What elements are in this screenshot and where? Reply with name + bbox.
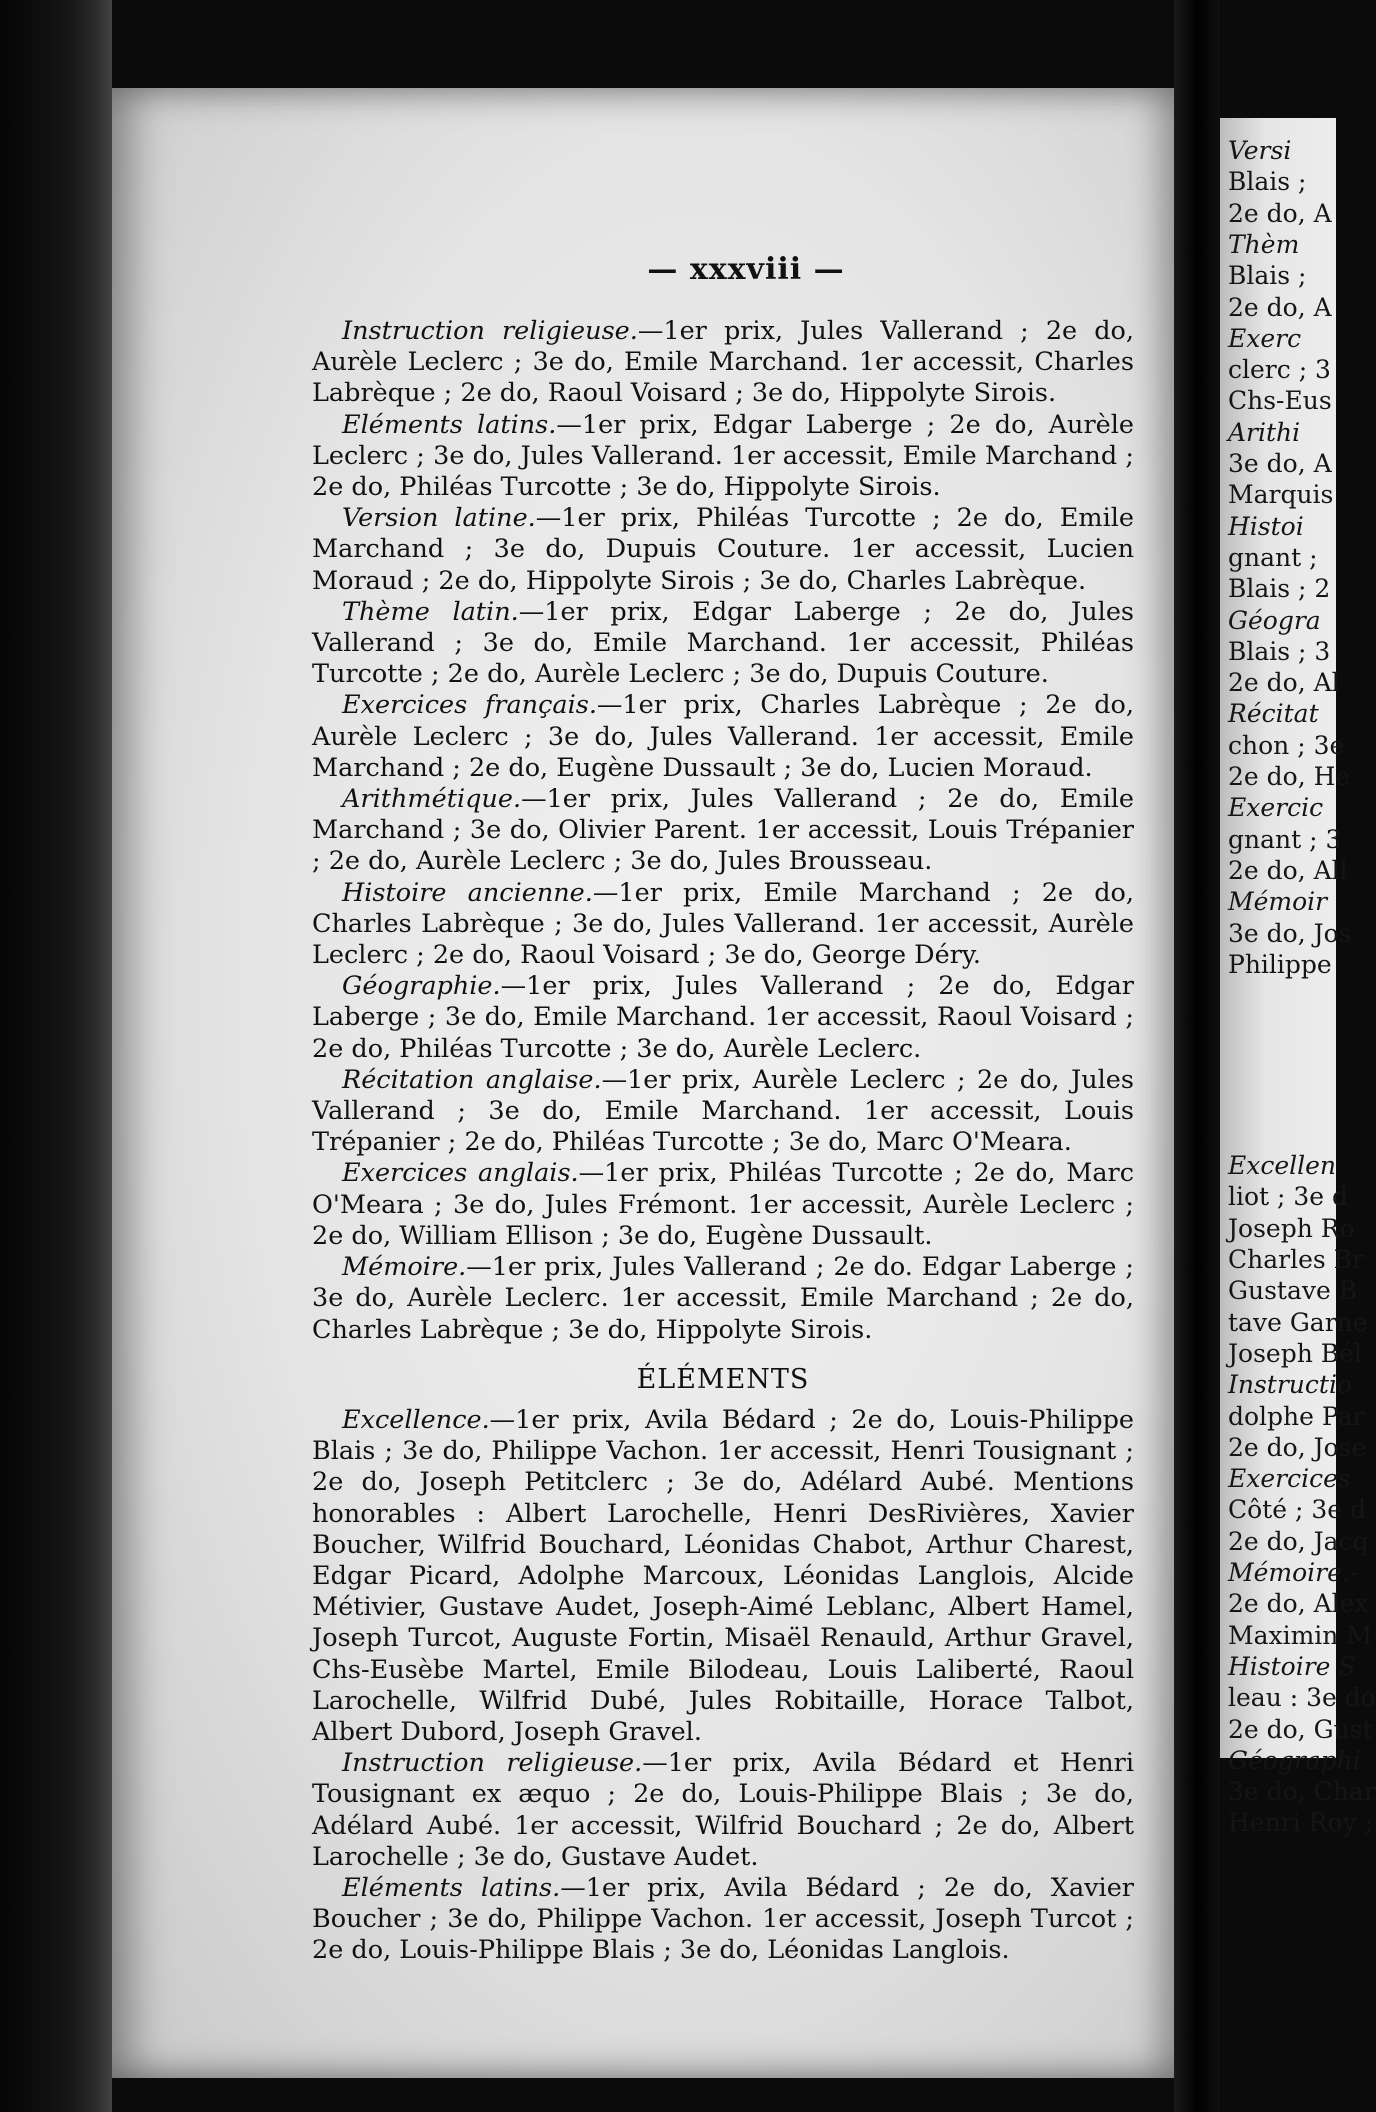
facing-page-text: gnant ; bbox=[1228, 542, 1318, 572]
subject-label: Récitation anglaise. bbox=[342, 1064, 602, 1095]
facing-page-text: tave Garne bbox=[1228, 1307, 1368, 1337]
facing-page-text: Maximin M bbox=[1228, 1620, 1372, 1650]
prize-text: —1er prix, Edgar Laberge ; 2e do, Jules Vallerand ; 3e do, Emile Marchand. 1er accessit, Philéas Turcotte ; 2e do, Aurèle Leclerc ; 3e do, Dupuis Couture. bbox=[312, 596, 1134, 690]
facing-page-text: Henri Roy ; bbox=[1228, 1808, 1373, 1838]
facing-page-text: Joseph Ro bbox=[1228, 1213, 1355, 1243]
subject-label: Histoire ancienne. bbox=[342, 877, 593, 908]
section-title: ÉLÉMENTS bbox=[636, 1363, 810, 1395]
facing-page-text: Chs-Eus bbox=[1228, 386, 1332, 416]
prize-list-elements bbox=[312, 1405, 1134, 1967]
prize-text: —1er prix, Emile Marchand ; 2e do, Charles Labrèque ; 3e do, Jules Vallerand. 1er accessit, Aurèle Leclerc ; 2e do, Raoul Voisard ; 3e do, George Déry. bbox=[312, 877, 1134, 971]
prize-paragraph bbox=[312, 878, 1134, 972]
facing-page-text: leau : 3e do bbox=[1228, 1683, 1376, 1713]
prize-text: —1er prix, Jules Vallerand ; 2e do. Edgar Laberge ; 3e do, Aurèle Leclerc. 1er accessit, Emile Marchand ; 2e do, Charles Labrèque ; 3e do, Hippolyte Sirois. bbox=[312, 1252, 1134, 1345]
facing-page-text: Blais ; 3 bbox=[1228, 636, 1331, 666]
facing-page-text: liot ; 3e d bbox=[1228, 1182, 1349, 1212]
prize-text: —1er prix, Charles Labrèque ; 2e do, Aurèle Leclerc ; 3e do, Jules Vallerand. 1er accessit, Emile Marchand ; 2e do, Eugène Dussault ; 3e do, Lucien Moraud. bbox=[312, 690, 1134, 783]
prize-text: —1er prix, Philéas Turcotte ; 2e do, Emile Marchand ; 3e do, Dupuis Couture. 1er accessit, Lucien Moraud ; 2e do, Hippolyte Sirois ; 3e do, Charles Labrèque. bbox=[312, 503, 1134, 596]
facing-page-text: Géographi bbox=[1228, 1745, 1361, 1775]
facing-page-text: 3e do, Jos bbox=[1228, 918, 1352, 948]
facing-page-text: Blais ; 2 bbox=[1228, 574, 1331, 604]
book-spine-shadow bbox=[0, 0, 112, 2112]
subject-label: Géographie. bbox=[342, 971, 501, 1002]
facing-page-text: Marquis bbox=[1228, 480, 1334, 510]
prize-paragraph bbox=[312, 1065, 1134, 1159]
prize-text: —1er prix, Philéas Turcotte ; 2e do, Marc O'Meara ; 3e do, Jules Frémont. 1er accessit, Aurèle Leclerc ; 2e do, William Ellison ; 3e do, Eugène Dussault. bbox=[312, 1158, 1135, 1251]
facing-page-text: dolphe Par bbox=[1228, 1401, 1365, 1431]
facing-page-text: 2e do, Al bbox=[1228, 668, 1340, 698]
facing-page-text: 2e do, A bbox=[1228, 198, 1332, 228]
prize-paragraph bbox=[312, 1748, 1134, 1873]
facing-page-text: Charles Br bbox=[1228, 1245, 1364, 1274]
facing-page-fragment bbox=[1220, 118, 1376, 1838]
facing-page-text: Histoi bbox=[1228, 511, 1304, 541]
subject-label: Mémoire. bbox=[342, 1252, 467, 1283]
facing-page-text: clerc ; 3 bbox=[1228, 355, 1331, 385]
page-body bbox=[312, 316, 1134, 1967]
prize-text: —1er prix, Jules Vallerand ; 2e do, Emile Marchand ; 3e do, Olivier Parent. 1er accessit, Louis Trépanier ; 2e do, Aurèle Leclerc ; 3e do, Jules Brousseau. bbox=[312, 784, 1134, 877]
subject-label: Version latine. bbox=[342, 503, 536, 534]
subject-label: Excellence. bbox=[342, 1404, 490, 1435]
facing-page-text: 2e do, Gust bbox=[1228, 1714, 1373, 1744]
page-folio: — xxxviii — bbox=[647, 252, 845, 287]
facing-page-text: Géogra bbox=[1228, 605, 1321, 635]
subject-label: Instruction religieuse. bbox=[342, 1748, 643, 1779]
facing-page-text: Histoire S bbox=[1228, 1651, 1356, 1681]
prize-paragraph bbox=[312, 690, 1134, 784]
facing-page-text: Récitat bbox=[1228, 699, 1319, 729]
facing-page-text: Exerc bbox=[1228, 323, 1302, 353]
prize-paragraph bbox=[312, 1873, 1134, 1967]
facing-page-text: Blais ; bbox=[1228, 167, 1307, 197]
prize-paragraph bbox=[312, 316, 1134, 410]
subject-label: Eléments latins. bbox=[342, 1872, 561, 1903]
facing-page-text: 2e do, All bbox=[1228, 855, 1348, 885]
prize-text: —1er prix, Aurèle Leclerc ; 2e do, Jules Vallerand ; 3e do, Emile Marchand. 1er accessit, Louis Trépanier ; 2e do, Philéas Turcotte ; 3e do, Marc O'Meara. bbox=[312, 1064, 1134, 1158]
facing-page-text: 2e do, Jose bbox=[1228, 1432, 1367, 1462]
subject-label: Eléments latins. bbox=[342, 409, 557, 440]
subject-label: Thème latin. bbox=[342, 596, 519, 627]
prize-paragraph bbox=[312, 1158, 1134, 1252]
facing-page-text: Blais ; bbox=[1228, 261, 1307, 291]
subject-label: Arithmétique. bbox=[342, 784, 522, 815]
facing-page-text: 2e do, He bbox=[1228, 762, 1351, 791]
prize-list-upper bbox=[312, 316, 1134, 1346]
facing-page-text: 2e do, Alex bbox=[1228, 1589, 1369, 1619]
prize-paragraph bbox=[312, 410, 1134, 504]
facing-page-text: Excellen bbox=[1228, 1151, 1337, 1181]
facing-page-text: Arithi bbox=[1228, 417, 1301, 447]
facing-page-text: Instructio bbox=[1228, 1370, 1352, 1400]
prize-text: —1er prix, Avila Bédard et Henri Tousignant ex æquo ; 2e do, Louis-Philippe Blais ; 3e do, Adélard Aubé. 1er accessit, Wilfrid Bouchard ; 2e do, Albert Larochelle ; 3e do, Gustave Audet. bbox=[312, 1748, 1135, 1872]
facing-page-text: Gustave B bbox=[1228, 1276, 1358, 1306]
prize-text: —1er prix, Edgar Laberge ; 2e do, Aurèle Leclerc ; 3e do, Jules Vallerand. 1er accessit, Emile Marchand ; 2e do, Philéas Turcotte ; 3e do, Hippolyte Sirois. bbox=[312, 409, 1134, 503]
facing-page-text: 3e do, Char bbox=[1228, 1777, 1376, 1807]
prize-text: —1er prix, Jules Vallerand ; 2e do, Aurèle Leclerc ; 3e do, Emile Marchand. 1er accessit, Charles Labrèque ; 2e do, Raoul Voisard ; 3e do, Hippolyte Sirois. bbox=[312, 316, 1135, 409]
facing-page-text: gnant ; 3 bbox=[1228, 824, 1342, 854]
facing-page-text: 2e do, A bbox=[1228, 292, 1332, 322]
facing-page-text: 2e do, Jacq bbox=[1228, 1526, 1369, 1556]
page-gutter bbox=[1174, 0, 1220, 2112]
prize-text: —1er prix, Jules Vallerand ; 2e do, Edgar Laberge ; 3e do, Emile Marchand. 1er accessit, Raoul Voisard ; 2e do, Philéas Turcotte ; 3e do, Aurèle Leclerc. bbox=[312, 971, 1134, 1064]
facing-page-text: chon ; 3e bbox=[1228, 730, 1345, 760]
facing-page-text: Mémoir bbox=[1228, 887, 1328, 917]
prize-paragraph bbox=[312, 597, 1134, 691]
facing-page-text: Philippe bbox=[1228, 949, 1332, 979]
prize-paragraph bbox=[312, 971, 1134, 1065]
facing-page-text: Côté ; 3e d bbox=[1228, 1495, 1366, 1525]
subject-label: Instruction religieuse. bbox=[342, 316, 638, 346]
subject-label: Exercices anglais. bbox=[342, 1158, 579, 1189]
facing-page-text: Versi bbox=[1228, 136, 1292, 165]
prize-text: —1er prix, Avila Bédard ; 2e do, Xavier Boucher ; 3e do, Philippe Vachon. 1er accessit, Joseph Turcot ; 2e do, Louis-Philippe Blais ; 3e do, Léonidas Langlois. bbox=[312, 1872, 1134, 1966]
prize-paragraph bbox=[312, 1405, 1134, 1748]
facing-page-text: Exercices bbox=[1228, 1464, 1351, 1494]
prize-paragraph bbox=[312, 1252, 1134, 1346]
prize-paragraph bbox=[312, 503, 1134, 597]
facing-page-text: Mémoire.- bbox=[1228, 1558, 1359, 1587]
facing-page-text: 3e do, A bbox=[1228, 449, 1332, 478]
prize-text: —1er prix, Avila Bédard ; 2e do, Louis-Philippe Blais ; 3e do, Philippe Vachon. 1er accessit, Henri Tousignant ; 2e do, Joseph Petitclerc ; 3e do, Adélard Aubé. Mentions honorables : Albert Larochelle, Henri DesRivières, Xavier Boucher, Wilfrid Bouchard, Léonidas Chabot, Arthur Charest, Edgar Picard, Adolphe Marcoux, Léonidas Langlois, Alcide Métivier, Gustave Audet, Joseph-Aimé Leblanc, Albert Hamel, Joseph Turcot, Auguste Fortin, Misaël Renauld, Arthur Gravel, Chs-Eusèbe Martel, Emile Bilodeau, Louis Laliberté, Raoul Larochelle, Wilfrid Dubé, Jules Robitaille, Horace Talbot, Albert Dubord, Joseph Gravel. bbox=[312, 1404, 1134, 1747]
facing-page-text: Joseph Bél bbox=[1228, 1338, 1362, 1368]
subject-label: Exercices français. bbox=[342, 690, 597, 721]
prize-paragraph bbox=[312, 784, 1134, 878]
facing-page-text: Thèm bbox=[1228, 229, 1300, 259]
facing-page-text: Exercic bbox=[1228, 793, 1324, 823]
